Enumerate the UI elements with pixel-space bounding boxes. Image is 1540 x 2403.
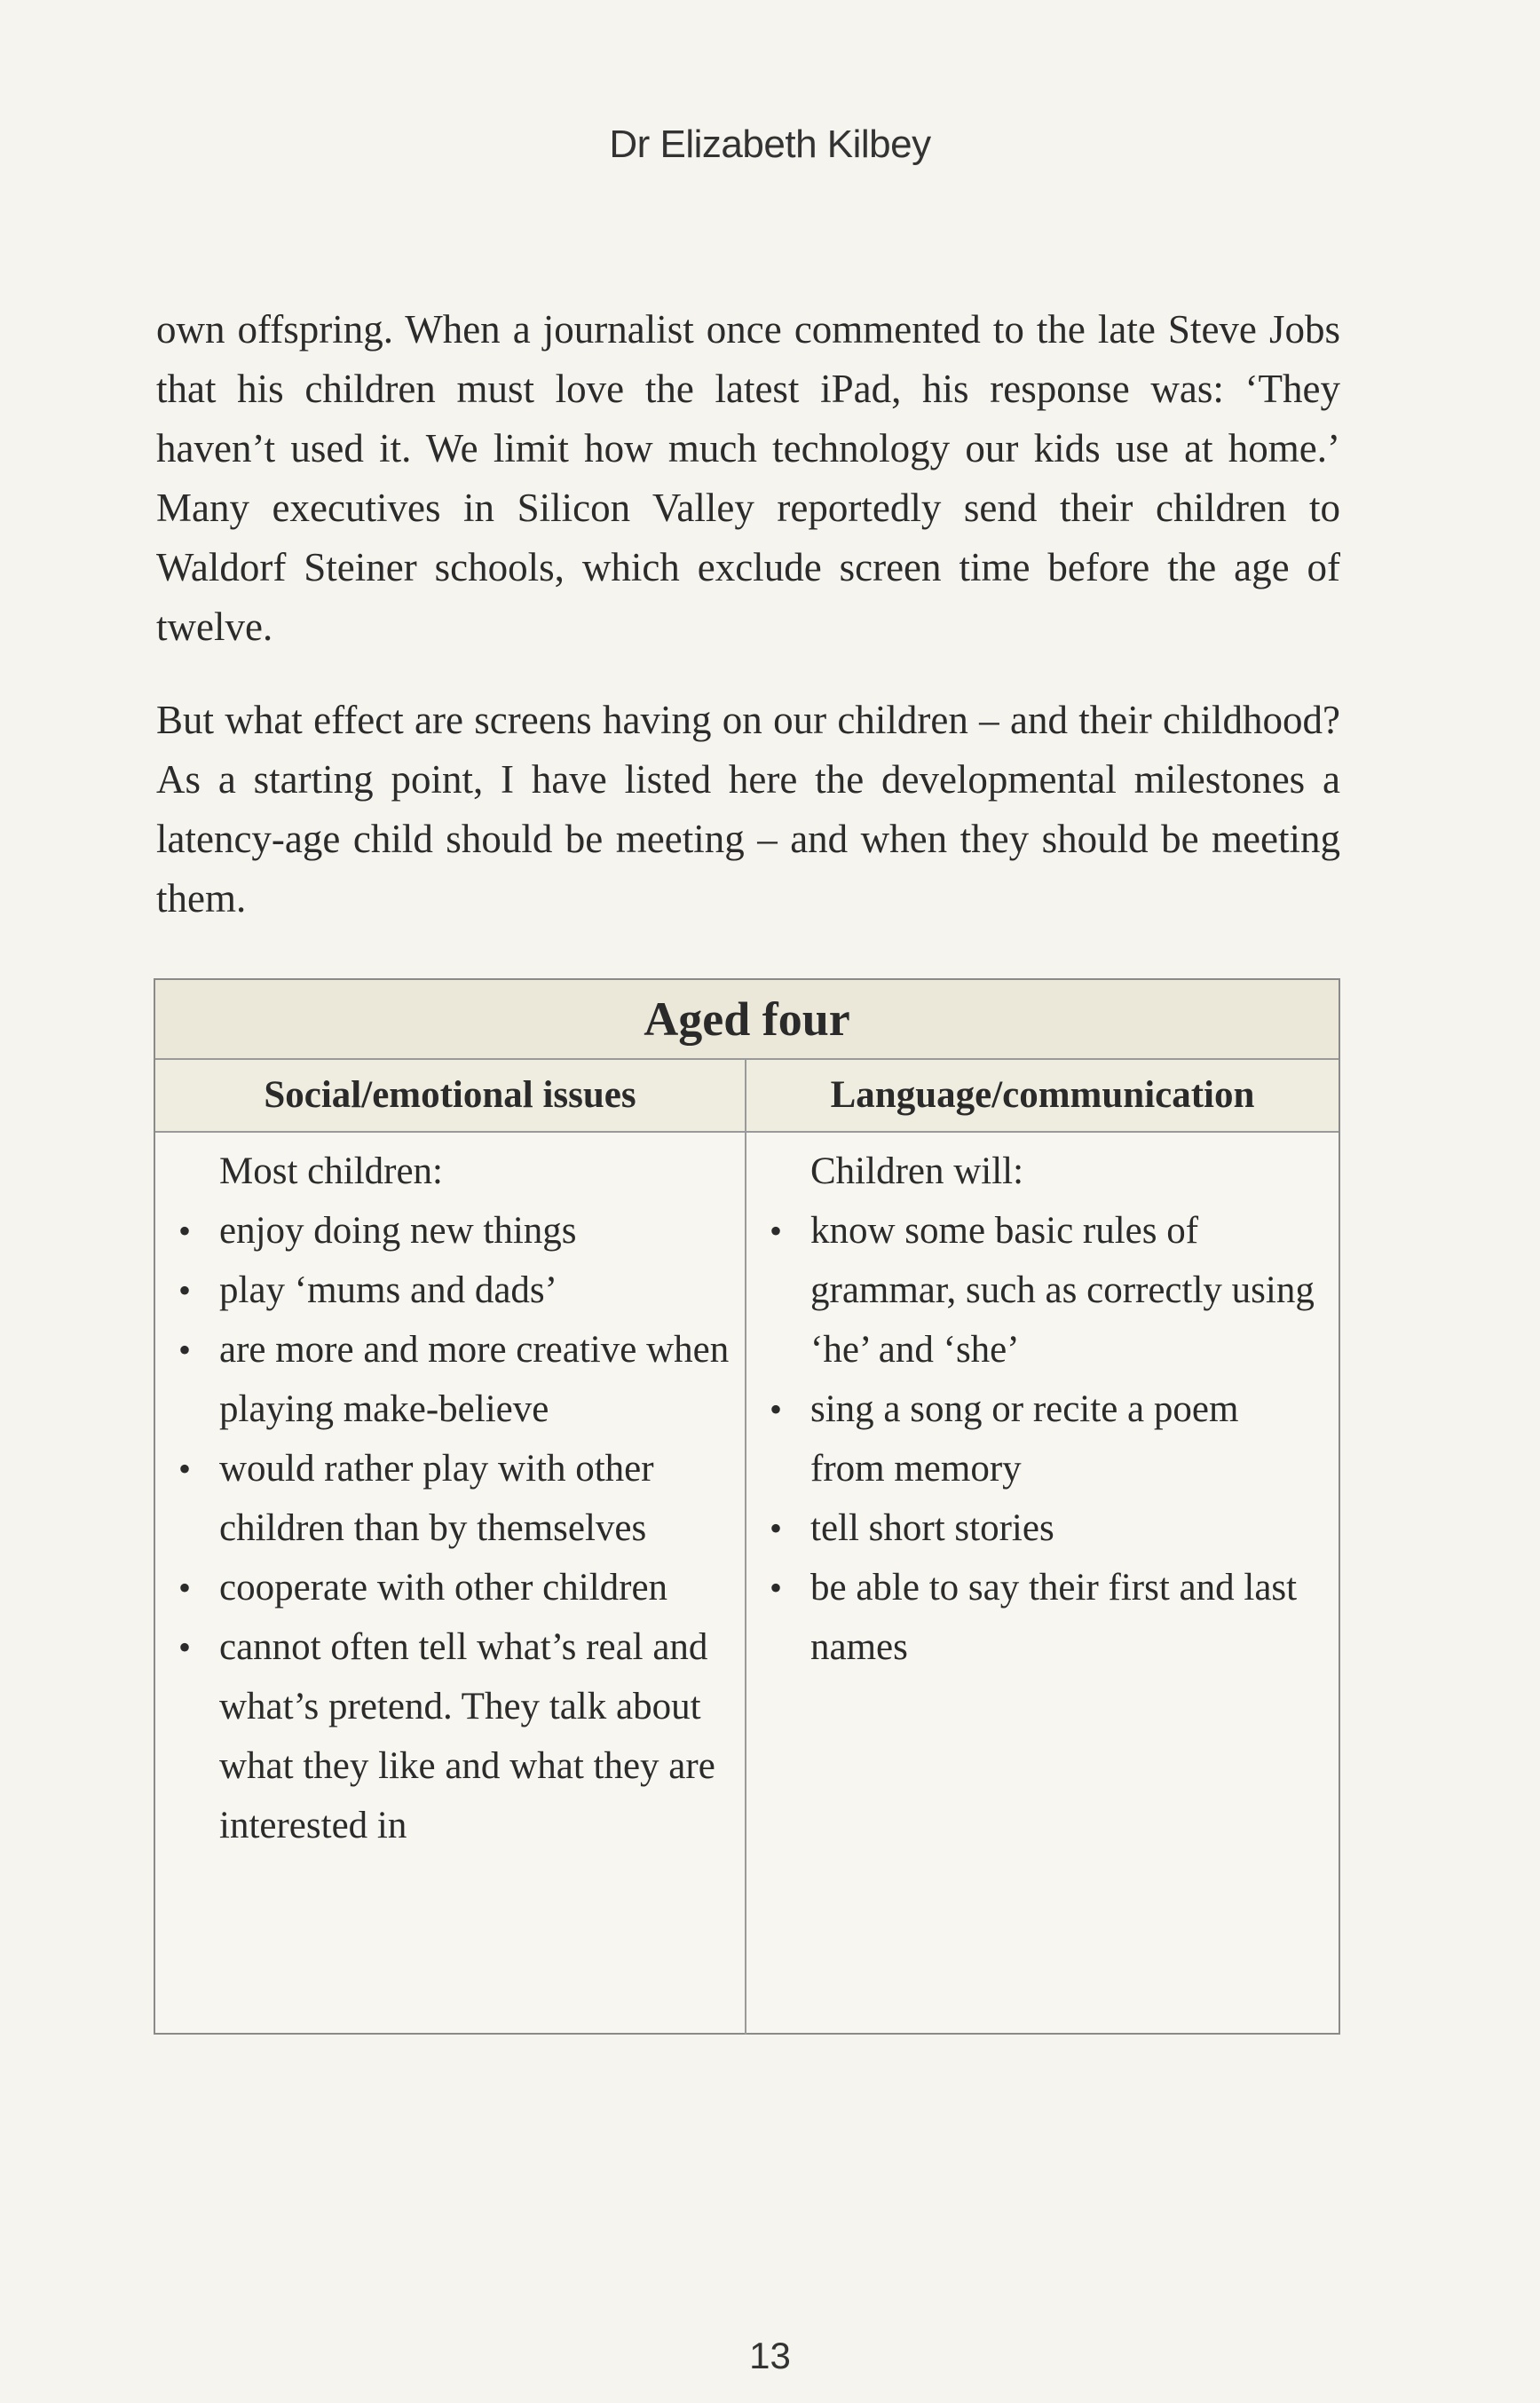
milestones-table bbox=[154, 978, 1340, 2035]
list-item: • be able to say their first and last names bbox=[810, 1558, 1315, 1677]
paragraph-2-text: But what effect are screens having on our children – and their childhood? As a starting point, I have listed here the developmental milestones a latency-age child should be meeting – and when they should be meeting them. bbox=[156, 698, 1340, 921]
language-communication-intro: Children will: bbox=[810, 1150, 1024, 1192]
page-number: 13 bbox=[749, 2335, 791, 2376]
paragraph-1 bbox=[156, 300, 1340, 657]
running-head: Dr Elizabeth Kilbey bbox=[609, 123, 931, 166]
list-item: • know some basic rules of grammar, such as correctly using ‘he’ and ‘she’ bbox=[810, 1201, 1315, 1379]
language-communication-list bbox=[810, 1201, 1315, 1677]
social-emotional-intro: Most children: bbox=[219, 1150, 443, 1192]
list-item: • cooperate with other children bbox=[219, 1558, 732, 1617]
list-item: • would rather play with other children than by themselves bbox=[219, 1439, 732, 1558]
list-item: • tell short stories bbox=[810, 1498, 1315, 1558]
list-item: • sing a song or recite a poem from memory bbox=[810, 1379, 1315, 1498]
column-heading-social-emotional: Social/emotional issues bbox=[155, 1060, 746, 1131]
list-item: • play ‘mums and dads’ bbox=[219, 1261, 732, 1320]
paragraph-2 bbox=[156, 691, 1340, 929]
table-header-row bbox=[155, 1060, 1339, 1133]
list-item: • are more and more creative when playing make-believe bbox=[219, 1320, 732, 1439]
list-item: • enjoy doing new things bbox=[219, 1201, 732, 1261]
language-communication-cell bbox=[746, 1133, 1339, 2035]
table-body-row bbox=[155, 1133, 1339, 2035]
social-emotional-cell bbox=[155, 1133, 746, 2035]
social-emotional-list bbox=[219, 1201, 732, 1855]
column-heading-language-communication: Language/communication bbox=[830, 1074, 1255, 1116]
table-title: Aged four bbox=[155, 980, 1339, 1060]
list-item: • cannot often tell what’s real and what’s pretend. They talk about what they like and what they are interested in bbox=[219, 1617, 732, 1855]
paragraph-1-text: own offspring. When a journalist once commented to the late Steve Jobs that his children must love the latest iPad, his response was: ‘They haven’t used it. We limit how much technology our kids use at home.’ Many executives in Silicon Valley reportedly send their children to Waldorf Steiner schools, which exclude screen time before the age of twelve. bbox=[156, 307, 1340, 649]
